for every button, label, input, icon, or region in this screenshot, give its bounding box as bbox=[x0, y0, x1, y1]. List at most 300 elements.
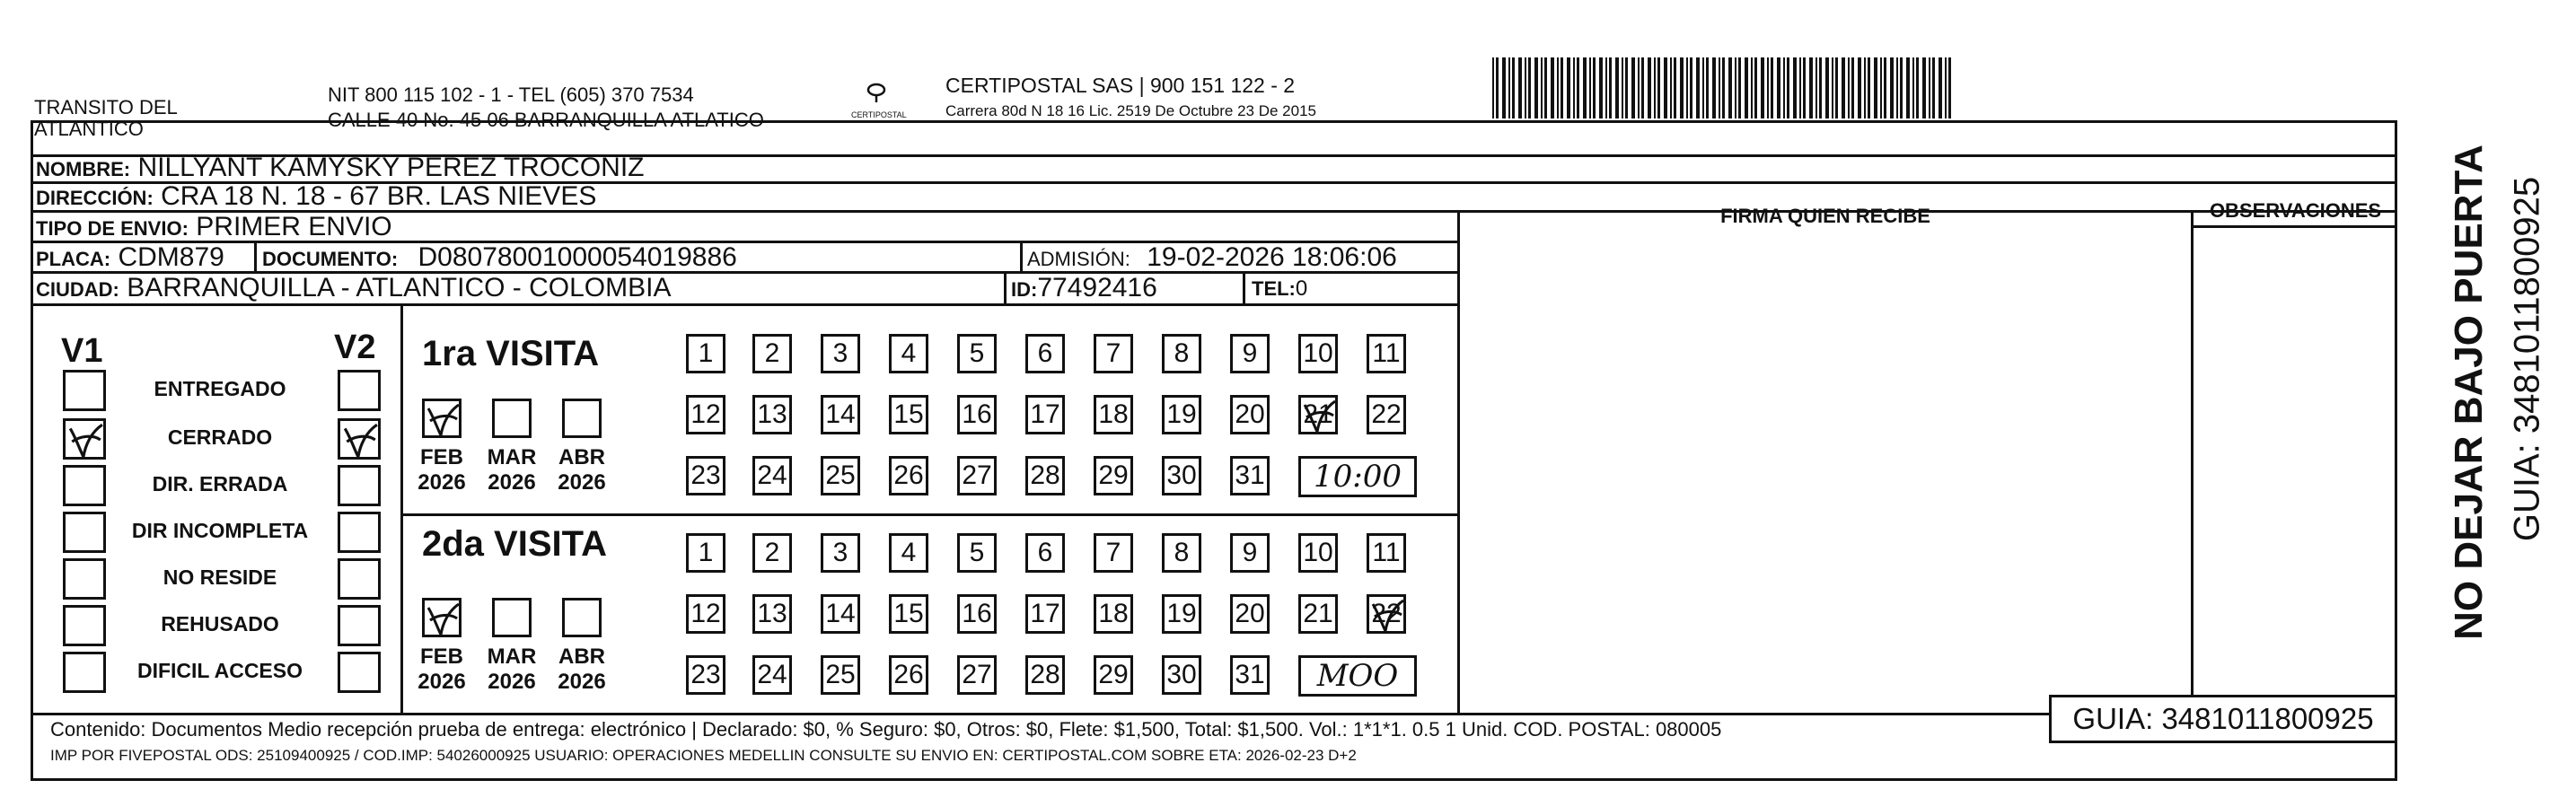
month-name: FEB bbox=[420, 445, 463, 469]
barcode-bar bbox=[1712, 57, 1716, 118]
month-label-abr bbox=[555, 445, 609, 495]
day-number: 27 bbox=[962, 660, 992, 689]
v1-checkbox-dir-errada[interactable] bbox=[63, 465, 106, 506]
status-label-entregado: ENTREGADO bbox=[154, 377, 286, 400]
day-box-17[interactable] bbox=[1025, 594, 1065, 634]
day-number: 8 bbox=[1174, 338, 1190, 368]
barcode-bar bbox=[1648, 57, 1651, 118]
barcode-bar bbox=[1573, 57, 1575, 118]
handwritten-time[interactable] bbox=[1298, 456, 1417, 497]
day-box-5[interactable] bbox=[957, 334, 997, 373]
day-number: 31 bbox=[1235, 660, 1265, 689]
barcode-bar bbox=[1922, 57, 1926, 118]
day-box-3[interactable] bbox=[821, 533, 860, 573]
day-box-9[interactable] bbox=[1230, 334, 1270, 373]
v1-checkbox-dir-incompleta[interactable] bbox=[63, 512, 106, 553]
month-year: 2026 bbox=[418, 470, 466, 495]
v2-checkbox-no-reside[interactable] bbox=[338, 558, 381, 600]
day-box-6[interactable] bbox=[1025, 334, 1065, 373]
barcode-bar bbox=[1939, 57, 1942, 118]
barcode-bar bbox=[1674, 57, 1676, 118]
day-box-9[interactable] bbox=[1230, 533, 1270, 573]
barcode-bar bbox=[1842, 57, 1845, 118]
day-number: 11 bbox=[1372, 538, 1401, 567]
day-number: 1 bbox=[698, 338, 714, 368]
month-year: 2026 bbox=[488, 670, 536, 694]
day-number: 14 bbox=[825, 599, 856, 628]
day-number: 22 bbox=[1371, 599, 1402, 628]
day-box-27[interactable] bbox=[957, 655, 997, 695]
tipo-envio-row bbox=[36, 212, 392, 242]
barcode-bar bbox=[1615, 57, 1619, 118]
barcode-bar bbox=[1864, 57, 1866, 118]
day-number: 2 bbox=[764, 538, 780, 567]
admision-label: ADMISIÓN: bbox=[1027, 248, 1130, 270]
day-number: 17 bbox=[1030, 599, 1060, 628]
day-number: 20 bbox=[1235, 399, 1265, 429]
barcode-bar bbox=[1502, 57, 1506, 118]
divider bbox=[31, 303, 1460, 306]
day-box-24[interactable] bbox=[752, 456, 792, 495]
nombre-value: NILLYANT KAMYSKY PEREZ TROCONIZ bbox=[137, 153, 645, 182]
day-number: 6 bbox=[1037, 338, 1053, 368]
day-number: 7 bbox=[1105, 538, 1121, 567]
v2-checkbox-dir-errada[interactable] bbox=[338, 465, 381, 506]
day-box-24[interactable] bbox=[752, 655, 792, 695]
barcode-bar bbox=[1702, 57, 1704, 118]
barcode-bar bbox=[1544, 57, 1547, 118]
day-box-14[interactable] bbox=[821, 594, 860, 634]
day-box-30[interactable] bbox=[1162, 655, 1201, 695]
day-number: 8 bbox=[1174, 538, 1190, 567]
v1-checkbox-no-reside[interactable] bbox=[63, 558, 106, 600]
side-guia-text: GUIA: 3481011800925 bbox=[2507, 176, 2547, 542]
status-label-no-reside: NO RESIDE bbox=[163, 565, 277, 589]
barcode-bar bbox=[1767, 57, 1769, 118]
day-box-2[interactable] bbox=[752, 533, 792, 573]
day-box-1[interactable] bbox=[686, 533, 725, 573]
day-number: 22 bbox=[1371, 399, 1402, 429]
barcode-bar bbox=[1625, 57, 1628, 118]
day-number: 27 bbox=[962, 460, 992, 490]
documento-field bbox=[262, 242, 737, 273]
day-number: 26 bbox=[893, 460, 924, 490]
day-box-1[interactable] bbox=[686, 334, 725, 373]
no-dejar-text: NO DEJAR BAJO PUERTA bbox=[2447, 145, 2491, 640]
status-label-dir-incompleta: DIR INCOMPLETA bbox=[131, 519, 309, 542]
day-number: 17 bbox=[1030, 399, 1060, 429]
barcode-bar bbox=[1654, 57, 1656, 118]
day-number: 23 bbox=[690, 660, 721, 689]
barcode-bar bbox=[1912, 57, 1914, 118]
month-checkbox-feb[interactable] bbox=[422, 399, 462, 438]
barcode-bar bbox=[1557, 57, 1559, 118]
barcode bbox=[1492, 57, 1954, 118]
barcode-bar bbox=[1534, 57, 1538, 118]
barcode-bar bbox=[1848, 57, 1850, 118]
day-box-20[interactable] bbox=[1230, 395, 1270, 434]
barcode-bar bbox=[1496, 57, 1499, 118]
divider bbox=[254, 241, 257, 273]
barcode-bar bbox=[1641, 57, 1644, 118]
day-box-19[interactable] bbox=[1162, 594, 1201, 634]
barcode-bar bbox=[1819, 57, 1822, 118]
barcode-bar bbox=[1809, 57, 1813, 118]
day-number: 12 bbox=[690, 599, 721, 628]
check-mark-icon bbox=[425, 601, 461, 636]
day-number: 3 bbox=[832, 338, 848, 368]
day-box-18[interactable] bbox=[1094, 594, 1133, 634]
day-box-7[interactable] bbox=[1094, 533, 1133, 573]
day-box-28[interactable] bbox=[1025, 456, 1065, 495]
day-number: 24 bbox=[757, 460, 787, 490]
day-box-7[interactable] bbox=[1094, 334, 1133, 373]
barcode-bar bbox=[1686, 57, 1688, 118]
barcode-bar bbox=[1735, 57, 1736, 118]
imp-line: IMP POR FIVEPOSTAL ODS: 25109400925 / COD.IMP: 54026000925 USUARIO: OPERACIONES MEDELLIN CONSULTE SU ENVIO EN: CERTIPOSTAL.COM SOBRE ETA: 2026-02-23 D+2 bbox=[50, 747, 1357, 764]
v1-checkbox-cerrado[interactable] bbox=[63, 418, 106, 460]
placa-label: PLACA: bbox=[36, 248, 111, 270]
nombre-label: NOMBRE: bbox=[36, 158, 131, 180]
observaciones-header: OBSERVACIONES bbox=[2209, 199, 2382, 222]
barcode-bar bbox=[1631, 57, 1635, 118]
status-label-rehusado: REHUSADO bbox=[161, 612, 279, 636]
barcode-bar bbox=[1719, 57, 1720, 118]
barcode-bar bbox=[1793, 57, 1797, 118]
v1-checkbox-dificil-acceso[interactable] bbox=[63, 652, 106, 693]
barcode-bar bbox=[1816, 57, 1817, 118]
barcode-bar bbox=[1948, 57, 1951, 118]
day-number: 19 bbox=[1166, 399, 1197, 429]
day-number: 13 bbox=[757, 399, 787, 429]
day-box-10[interactable] bbox=[1298, 533, 1338, 573]
v2-checkbox-dificil-acceso[interactable] bbox=[338, 652, 381, 693]
second-visit-title: 2da VISITA bbox=[422, 524, 607, 564]
v2-checkbox-rehusado[interactable] bbox=[338, 605, 381, 646]
v2-checkbox-dir-incompleta[interactable] bbox=[338, 512, 381, 553]
day-box-26[interactable] bbox=[889, 655, 928, 695]
barcode-bar bbox=[1738, 57, 1741, 118]
month-checkbox-feb[interactable] bbox=[422, 598, 462, 637]
nombre-row bbox=[36, 153, 644, 183]
day-box-31[interactable] bbox=[1230, 655, 1270, 695]
org-name-line1: TRANSITO DEL bbox=[34, 96, 178, 118]
day-number: 5 bbox=[969, 538, 985, 567]
barcode-bar bbox=[1638, 57, 1640, 118]
day-number: 5 bbox=[969, 338, 985, 368]
day-box-28[interactable] bbox=[1025, 655, 1065, 695]
day-box-8[interactable] bbox=[1162, 533, 1201, 573]
day-number: 25 bbox=[825, 660, 856, 689]
barcode-bar bbox=[1680, 57, 1684, 118]
barcode-bar bbox=[1722, 57, 1725, 118]
day-number: 30 bbox=[1166, 460, 1197, 490]
org-name-line2: ATLANTICO bbox=[34, 118, 144, 140]
barcode-bar bbox=[1541, 57, 1543, 118]
barcode-bar bbox=[1657, 57, 1660, 118]
placa-field bbox=[36, 242, 224, 273]
check-mark-icon bbox=[425, 401, 461, 437]
barcode-bar bbox=[1884, 57, 1886, 118]
month-label-feb bbox=[415, 644, 469, 695]
day-number: 18 bbox=[1098, 599, 1129, 628]
day-number: 26 bbox=[893, 660, 924, 689]
barcode-bar bbox=[1771, 57, 1773, 118]
admision-field bbox=[1027, 242, 1397, 273]
logo-text: CERTIPOSTAL bbox=[851, 110, 907, 119]
barcode-bar bbox=[1508, 57, 1510, 118]
barcode-bar bbox=[1706, 57, 1709, 118]
day-box-15[interactable] bbox=[889, 594, 928, 634]
tipo-envio-value: PRIMER ENVIO bbox=[196, 212, 392, 241]
month-checkbox-abr[interactable] bbox=[562, 598, 602, 637]
day-box-27[interactable] bbox=[957, 456, 997, 495]
barcode-bar bbox=[1567, 57, 1570, 118]
barcode-bar bbox=[1851, 57, 1854, 118]
day-number: 9 bbox=[1242, 538, 1258, 567]
ciudad-value: BARRANQUILLA - ATLANTICO - COLOMBIA bbox=[127, 273, 672, 302]
month-checkbox-abr[interactable] bbox=[562, 399, 602, 438]
day-number: 21 bbox=[1303, 399, 1333, 429]
month-year: 2026 bbox=[558, 470, 606, 495]
day-box-14[interactable] bbox=[821, 395, 860, 434]
month-label-mar bbox=[485, 644, 539, 695]
month-name: ABR bbox=[558, 445, 605, 469]
day-number: 29 bbox=[1098, 460, 1129, 490]
day-box-4[interactable] bbox=[889, 334, 928, 373]
barcode-bar bbox=[1754, 57, 1757, 118]
day-number: 2 bbox=[764, 338, 780, 368]
day-number: 16 bbox=[962, 399, 992, 429]
month-name: MAR bbox=[487, 644, 537, 669]
day-box-5[interactable] bbox=[957, 533, 997, 573]
barcode-bar bbox=[1825, 57, 1829, 118]
barcode-bar bbox=[1868, 57, 1870, 118]
id-field bbox=[1011, 273, 1157, 303]
day-box-18[interactable] bbox=[1094, 395, 1133, 434]
barcode-bar bbox=[1900, 57, 1903, 118]
barcode-bar bbox=[1858, 57, 1861, 118]
barcode-bar bbox=[1518, 57, 1522, 118]
handwritten-time[interactable] bbox=[1298, 655, 1417, 697]
barcode-bar bbox=[1787, 57, 1789, 118]
day-box-23[interactable] bbox=[686, 655, 725, 695]
id-value: 77492416 bbox=[1037, 273, 1157, 302]
day-box-10[interactable] bbox=[1298, 334, 1338, 373]
first-visit-title: 1ra VISITA bbox=[422, 334, 600, 373]
barcode-bar bbox=[1929, 57, 1930, 118]
ciudad-label: CIUDAD: bbox=[36, 278, 119, 301]
certipostal-logo bbox=[851, 83, 907, 119]
status-label-dir-errada: DIR. ERRADA bbox=[152, 472, 288, 495]
v1-checkbox-rehusado[interactable] bbox=[63, 605, 106, 646]
contenido-line: Contenido: Documentos Medio recepción prueba de entrega: electrónico | Declarado: $0, % Seguro: $0, Otros: $0, Flete: $1,500, Total: $1,500. Vol.: 1*1*1. 0.5 1 Unid. COD. POSTAL: 080005 bbox=[50, 718, 1722, 741]
barcode-bar bbox=[1728, 57, 1732, 118]
barcode-bar bbox=[1670, 57, 1672, 118]
day-box-11[interactable] bbox=[1367, 334, 1406, 373]
day-number: 25 bbox=[825, 460, 856, 490]
month-year: 2026 bbox=[558, 670, 606, 694]
day-number: 31 bbox=[1235, 460, 1265, 490]
nit-line: NIT 800 115 102 - 1 - TEL (605) 370 7534 bbox=[328, 83, 694, 106]
barcode-bar bbox=[1932, 57, 1935, 118]
day-number: 10 bbox=[1303, 338, 1333, 368]
month-label-mar bbox=[485, 445, 539, 495]
logo-icon bbox=[863, 83, 890, 104]
id-label: ID: bbox=[1011, 278, 1038, 301]
barcode-bar bbox=[1593, 57, 1596, 118]
direccion-value: CRA 18 N. 18 - 67 BR. LAS NIEVES bbox=[161, 181, 597, 211]
day-number: 28 bbox=[1030, 660, 1060, 689]
direccion-row bbox=[36, 181, 596, 212]
day-box-29[interactable] bbox=[1094, 456, 1133, 495]
admision-value: 19-02-2026 18:06:06 bbox=[1147, 242, 1397, 272]
address-line: CALLE 40 No. 45 06 BARRANQUILLA ATLATICO bbox=[328, 109, 764, 131]
day-box-13[interactable] bbox=[752, 594, 792, 634]
barcode-bar bbox=[1583, 57, 1587, 118]
day-box-2[interactable] bbox=[752, 334, 792, 373]
day-number: 12 bbox=[690, 399, 721, 429]
placa-value: CDM879 bbox=[118, 242, 224, 272]
license-line: Carrera 80d N 18 16 Lic. 2519 De Octubre 23 De 2015 bbox=[945, 102, 1316, 119]
barcode-bar bbox=[1492, 57, 1494, 118]
day-number: 15 bbox=[893, 599, 924, 628]
direccion-label: DIRECCIÓN: bbox=[36, 187, 154, 209]
day-box-30[interactable] bbox=[1162, 456, 1201, 495]
barcode-bar bbox=[1916, 57, 1919, 118]
day-number: 10 bbox=[1303, 538, 1333, 567]
barcode-bar bbox=[1577, 57, 1579, 118]
day-number: 16 bbox=[962, 599, 992, 628]
ciudad-row bbox=[36, 273, 671, 303]
divider bbox=[2191, 210, 2194, 713]
day-box-25[interactable] bbox=[821, 655, 860, 695]
tel-label: TEL: bbox=[1252, 277, 1296, 300]
day-box-22[interactable] bbox=[1367, 594, 1406, 634]
day-box-12[interactable] bbox=[686, 594, 725, 634]
month-name: ABR bbox=[558, 644, 605, 669]
month-year: 2026 bbox=[418, 670, 466, 694]
v1-checkbox-entregado[interactable] bbox=[63, 370, 106, 411]
day-box-16[interactable] bbox=[957, 395, 997, 434]
firma-header: FIRMA QUIEN RECIBE bbox=[1720, 205, 1930, 227]
day-number: 18 bbox=[1098, 399, 1129, 429]
divider bbox=[1243, 271, 1245, 303]
day-box-20[interactable] bbox=[1230, 594, 1270, 634]
barcode-bar bbox=[1945, 57, 1947, 118]
day-number: 21 bbox=[1303, 599, 1333, 628]
day-box-3[interactable] bbox=[821, 334, 860, 373]
day-number: 7 bbox=[1105, 338, 1121, 368]
day-box-26[interactable] bbox=[889, 456, 928, 495]
documento-value: D08078001000054019886 bbox=[418, 242, 737, 272]
day-number: 28 bbox=[1030, 460, 1060, 490]
barcode-bar bbox=[1605, 57, 1607, 118]
divider bbox=[2191, 225, 2397, 228]
month-checkbox-mar[interactable] bbox=[492, 399, 532, 438]
day-number: 1 bbox=[698, 538, 714, 567]
barcode-bar bbox=[1896, 57, 1898, 118]
barcode-bar bbox=[1525, 57, 1526, 118]
barcode-bar bbox=[1690, 57, 1692, 118]
barcode-bar bbox=[1783, 57, 1785, 118]
barcode-bar bbox=[1696, 57, 1700, 118]
day-number: 29 bbox=[1098, 660, 1129, 689]
v2-header: V2 bbox=[334, 329, 376, 366]
status-label-cerrado: CERRADO bbox=[167, 425, 273, 449]
day-box-13[interactable] bbox=[752, 395, 792, 434]
barcode-bar bbox=[1777, 57, 1780, 118]
day-box-29[interactable] bbox=[1094, 655, 1133, 695]
month-label-feb bbox=[415, 445, 469, 495]
day-box-25[interactable] bbox=[821, 456, 860, 495]
month-label-abr bbox=[555, 644, 609, 695]
day-number: 11 bbox=[1372, 338, 1401, 368]
check-mark-icon bbox=[340, 421, 380, 459]
day-number: 20 bbox=[1235, 599, 1265, 628]
v2-checkbox-cerrado[interactable] bbox=[338, 418, 381, 460]
day-box-16[interactable] bbox=[957, 594, 997, 634]
day-number: 23 bbox=[690, 460, 721, 490]
day-box-21[interactable] bbox=[1298, 395, 1338, 434]
day-number: 3 bbox=[832, 538, 848, 567]
month-name: MAR bbox=[487, 445, 537, 469]
barcode-bar bbox=[1761, 57, 1764, 118]
day-box-12[interactable] bbox=[686, 395, 725, 434]
barcode-bar bbox=[1832, 57, 1833, 118]
day-box-31[interactable] bbox=[1230, 456, 1270, 495]
day-box-19[interactable] bbox=[1162, 395, 1201, 434]
barcode-bar bbox=[1589, 57, 1591, 118]
day-box-15[interactable] bbox=[889, 395, 928, 434]
barcode-bar bbox=[1906, 57, 1910, 118]
day-number: 14 bbox=[825, 399, 856, 429]
barcode-bar bbox=[1664, 57, 1667, 118]
barcode-bar bbox=[1528, 57, 1531, 118]
v2-checkbox-entregado[interactable] bbox=[338, 370, 381, 411]
month-year: 2026 bbox=[488, 470, 536, 495]
day-box-8[interactable] bbox=[1162, 334, 1201, 373]
day-box-4[interactable] bbox=[889, 533, 928, 573]
status-label-dificil-acceso: DIFICIL ACCESO bbox=[136, 659, 303, 682]
barcode-bar bbox=[1622, 57, 1623, 118]
day-number: 19 bbox=[1166, 599, 1197, 628]
day-box-11[interactable] bbox=[1367, 533, 1406, 573]
day-box-22[interactable] bbox=[1367, 395, 1406, 434]
day-box-6[interactable] bbox=[1025, 533, 1065, 573]
divider bbox=[400, 513, 1460, 516]
barcode-bar bbox=[1512, 57, 1515, 118]
day-box-23[interactable] bbox=[686, 456, 725, 495]
day-number: 13 bbox=[757, 599, 787, 628]
day-box-17[interactable] bbox=[1025, 395, 1065, 434]
v1-header: V1 bbox=[61, 332, 103, 370]
barcode-bar bbox=[1751, 57, 1753, 118]
handwritten-time-text: 10:00 bbox=[1314, 459, 1402, 495]
barcode-bar bbox=[1835, 57, 1838, 118]
barcode-bar bbox=[1880, 57, 1882, 118]
day-number: 24 bbox=[757, 660, 787, 689]
month-name: FEB bbox=[420, 644, 463, 669]
day-number: 6 bbox=[1037, 538, 1053, 567]
documento-label: DOCUMENTO: bbox=[262, 248, 399, 270]
day-box-21[interactable] bbox=[1298, 594, 1338, 634]
month-checkbox-mar[interactable] bbox=[492, 598, 532, 637]
day-number: 15 bbox=[893, 399, 924, 429]
barcode-bar bbox=[1599, 57, 1603, 118]
barcode-bar bbox=[1803, 57, 1806, 118]
divider bbox=[400, 303, 403, 713]
